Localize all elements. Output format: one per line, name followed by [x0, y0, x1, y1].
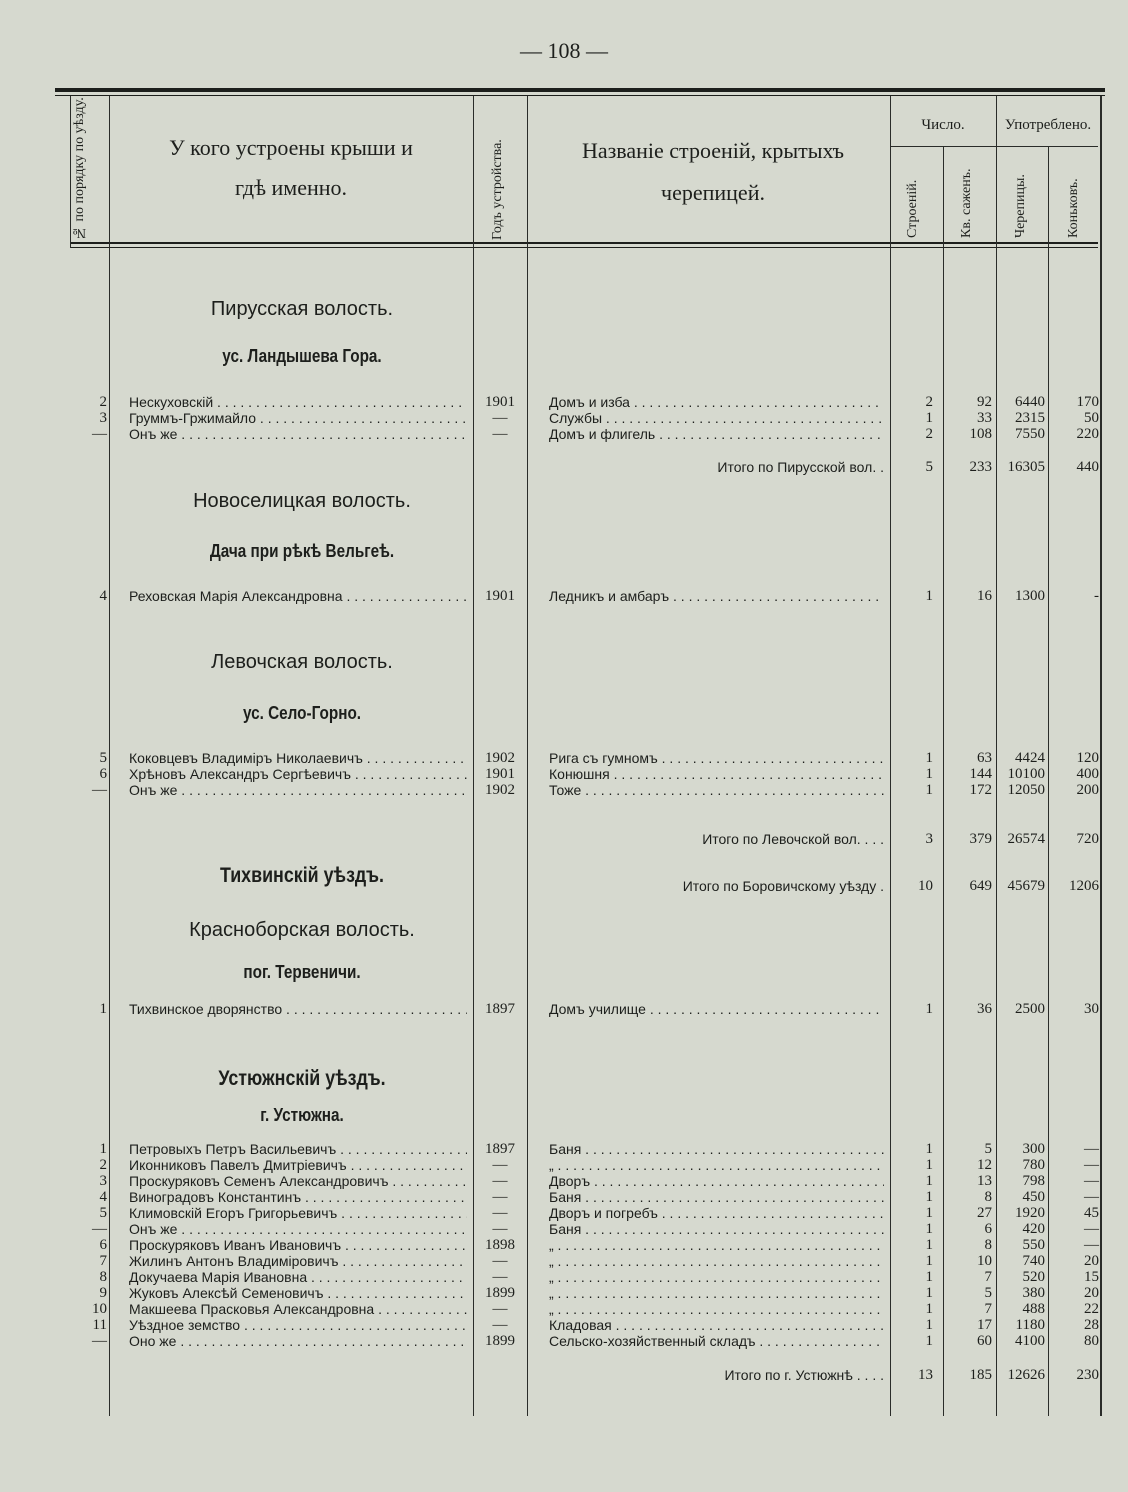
row-year: 1899 — [485, 1333, 515, 1349]
row-owner: Хрѣновъ Александръ Сергѣевичъ . . . — [129, 766, 467, 783]
row-year: 1899 — [485, 1285, 515, 1301]
row-tiles: 380 — [1022, 1285, 1045, 1301]
row-buildings: 1 — [925, 782, 933, 798]
row-number: 2 — [99, 1157, 107, 1173]
row-buildings: 1 — [925, 1237, 933, 1253]
row-owner: Проскуряковъ Иванъ Ивановичъ . . . — [129, 1237, 467, 1254]
row-owner: Коковцевъ Владиміръ Николаевичъ . . . — [129, 750, 467, 767]
row-sq-sazhen: 108 — [969, 426, 992, 442]
row-number: 6 — [99, 1237, 107, 1253]
row-ridges: — — [1084, 1141, 1099, 1157]
row-tiles: 2500 — [1015, 1001, 1045, 1017]
row-owner: Макшеева Прасковья Александровна . . . — [129, 1301, 467, 1318]
total-ridges: 230 — [1076, 1367, 1099, 1383]
total-buildings: 3 — [925, 831, 933, 847]
row-buildings: 1 — [925, 1301, 933, 1317]
row-owner: Проскуряковъ Семенъ Александровичъ . . . — [129, 1173, 467, 1190]
total-sq-sazhen: 185 — [969, 1367, 992, 1383]
row-year: 1902 — [485, 782, 515, 798]
row-tiles: 550 — [1022, 1237, 1045, 1253]
row-number: 11 — [92, 1317, 107, 1333]
row-ridges: 120 — [1076, 750, 1099, 766]
header-col-no: № по порядку по уѣзду. — [72, 97, 87, 240]
row-year: 1898 — [485, 1237, 515, 1253]
row-ridges: — — [1084, 1221, 1099, 1237]
section-heading: Новоселицкая волость. — [193, 490, 411, 512]
row-buildings: 2 — [925, 394, 933, 410]
row-year: — — [492, 410, 508, 426]
row-building-name: Ледникъ и амбаръ . . . — [549, 588, 884, 605]
row-ridges: 45 — [1084, 1205, 1099, 1221]
header-col-tiles: Черепицы. — [1013, 174, 1028, 238]
row-sq-sazhen: 92 — [977, 394, 992, 410]
row-owner: Онъ же . . . — [129, 1221, 467, 1238]
row-year: — — [492, 1189, 508, 1205]
total-label: Итого по Левочской вол. . . . — [702, 831, 884, 847]
row-sq-sazhen: 17 — [977, 1317, 992, 1333]
row-tiles: 4100 — [1015, 1333, 1045, 1349]
header-col-year: Годъ устройства. — [490, 139, 505, 240]
row-ridges: 15 — [1084, 1269, 1099, 1285]
row-year: — — [492, 1317, 508, 1333]
row-owner: Жилинъ Антонъ Владиміровичъ . . . — [129, 1253, 467, 1270]
total-sq-sazhen: 379 — [969, 831, 992, 847]
row-buildings: 1 — [925, 1173, 933, 1189]
row-building-name: „ . . . — [549, 1301, 884, 1318]
row-sq-sazhen: 13 — [977, 1173, 992, 1189]
row-year: — — [492, 1205, 508, 1221]
row-buildings: 1 — [925, 1221, 933, 1237]
total-ridges: 720 — [1076, 831, 1099, 847]
row-owner: Онъ же . . . — [129, 426, 467, 443]
row-number: — — [92, 1333, 107, 1349]
row-number: 3 — [99, 410, 107, 426]
total-tiles: 12626 — [1007, 1367, 1045, 1383]
row-tiles: 1920 — [1015, 1205, 1045, 1221]
row-ridges: 20 — [1084, 1285, 1099, 1301]
row-number: — — [92, 782, 107, 798]
top-rule — [55, 88, 1105, 92]
row-owner: Нескуховскій . . . — [129, 394, 467, 411]
row-year: — — [492, 1253, 508, 1269]
row-tiles: 450 — [1022, 1189, 1045, 1205]
row-ridges: 50 — [1084, 410, 1099, 426]
row-building-name: „ . . . — [549, 1269, 884, 1286]
row-buildings: 1 — [925, 1001, 933, 1017]
row-owner: Петровыхъ Петръ Васильевичъ . . . — [129, 1141, 467, 1158]
row-sq-sazhen: 8 — [984, 1237, 992, 1253]
row-building-name: Баня . . . — [549, 1189, 884, 1206]
header-col-name-1: Названіе строеній, крытыхъ — [581, 138, 845, 163]
row-buildings: 1 — [925, 1141, 933, 1157]
row-tiles: 10100 — [1007, 766, 1045, 782]
row-sq-sazhen: 7 — [984, 1301, 992, 1317]
row-building-name: Конюшня . . . — [549, 766, 884, 783]
row-owner: Климовскій Егоръ Григорьевичъ . . . — [129, 1205, 467, 1222]
row-tiles: 1180 — [1015, 1317, 1045, 1333]
row-ridges: - — [1094, 588, 1099, 604]
row-building-name: „ . . . — [549, 1237, 884, 1254]
row-owner: Реховская Марія Александровна . . . — [129, 588, 467, 605]
row-building-name: Домъ училище . . . — [549, 1001, 884, 1018]
row-year: 1897 — [485, 1001, 515, 1017]
header-col-ridges: Коньковъ. — [1066, 178, 1081, 238]
total-label: Итого по Пирусской вол. . — [717, 459, 884, 475]
row-building-name: Тоже . . . — [549, 782, 884, 799]
row-year: — — [492, 1173, 508, 1189]
row-sq-sazhen: 16 — [977, 588, 992, 604]
row-building-name: Сельско-хозяйственный складъ . . . — [549, 1333, 884, 1350]
section-heading: Тихвинскій уѣздъ. — [219, 864, 385, 887]
row-owner: Онъ же . . . — [129, 782, 467, 799]
row-owner: Жуковъ Алексѣй Семеновичъ . . . — [129, 1285, 467, 1302]
row-tiles: 488 — [1022, 1301, 1045, 1317]
total-tiles: 45679 — [1007, 878, 1045, 894]
row-buildings: 1 — [925, 1157, 933, 1173]
row-sq-sazhen: 144 — [969, 766, 992, 782]
row-ridges: — — [1084, 1189, 1099, 1205]
row-year: 1901 — [485, 394, 515, 410]
row-building-name: Домъ и изба . . . — [549, 394, 884, 411]
row-tiles: 780 — [1022, 1157, 1045, 1173]
row-number: 1 — [99, 1141, 107, 1157]
header-group-count: Число. — [921, 117, 965, 133]
row-number: 9 — [99, 1285, 107, 1301]
total-tiles: 16305 — [1007, 459, 1045, 475]
row-number: — — [92, 1221, 107, 1237]
total-label: Итого по г. Устюжнѣ . . . . — [724, 1367, 884, 1383]
total-ridges: 440 — [1076, 459, 1099, 475]
row-sq-sazhen: 8 — [984, 1189, 992, 1205]
row-year: — — [492, 1269, 508, 1285]
row-buildings: 1 — [925, 588, 933, 604]
total-sq-sazhen: 233 — [969, 459, 992, 475]
row-sq-sazhen: 36 — [977, 1001, 992, 1017]
total-label: Итого по Боровичскому уѣзду . — [682, 878, 884, 894]
col-line-3 — [527, 96, 528, 1416]
row-building-name: „ . . . — [549, 1157, 884, 1174]
total-sq-sazhen: 649 — [969, 878, 992, 894]
row-sq-sazhen: 172 — [969, 782, 992, 798]
row-number: 1 — [99, 1001, 107, 1017]
section-heading: Дача при рѣкѣ Вельгеѣ. — [209, 541, 395, 561]
row-number: 4 — [99, 1189, 107, 1205]
row-tiles: 4424 — [1015, 750, 1045, 766]
col-line-1 — [109, 96, 110, 1416]
row-owner: Груммъ-Гржимайло . . . — [129, 410, 467, 427]
row-sq-sazhen: 5 — [984, 1285, 992, 1301]
row-number: 8 — [99, 1269, 107, 1285]
row-year: 1902 — [485, 750, 515, 766]
total-tiles: 26574 — [1007, 831, 1045, 847]
row-number: 5 — [99, 750, 107, 766]
row-buildings: 1 — [925, 750, 933, 766]
total-buildings: 5 — [925, 459, 933, 475]
row-tiles: 2315 — [1015, 410, 1045, 426]
row-ridges: 80 — [1084, 1333, 1099, 1349]
row-sq-sazhen: 33 — [977, 410, 992, 426]
row-owner: Тихвинское дворянство . . . — [129, 1001, 467, 1018]
row-buildings: 1 — [925, 1317, 933, 1333]
row-tiles: 12050 — [1007, 782, 1045, 798]
row-year: 1901 — [485, 588, 515, 604]
row-sq-sazhen: 12 — [977, 1157, 992, 1173]
row-owner: Виноградовъ Константинъ . . . — [129, 1189, 467, 1206]
row-number: 6 — [99, 766, 107, 782]
section-heading: г. Устюжна. — [260, 1105, 344, 1125]
row-building-name: Кладовая . . . — [549, 1317, 884, 1334]
row-buildings: 1 — [925, 1189, 933, 1205]
row-buildings: 2 — [925, 426, 933, 442]
header-col-owner-1: У кого устроены крыши и — [169, 135, 413, 160]
row-year: 1901 — [485, 766, 515, 782]
header-group-used: Употреблено. — [1004, 117, 1092, 133]
row-ridges: — — [1084, 1157, 1099, 1173]
row-number: — — [92, 426, 107, 442]
row-number: 10 — [92, 1301, 107, 1317]
section-heading: Пирусская волость. — [210, 298, 394, 320]
row-ridges: 200 — [1076, 782, 1099, 798]
row-owner: Уѣздное земство . . . — [129, 1317, 467, 1334]
row-owner: Докучаева Марія Ивановна . . . — [129, 1269, 467, 1286]
row-number: 3 — [99, 1173, 107, 1189]
total-buildings: 13 — [918, 1367, 933, 1383]
page-number: — 108 — — [520, 38, 608, 63]
section-heading: Красноборская волость. — [189, 919, 415, 941]
row-buildings: 1 — [925, 1253, 933, 1269]
row-sq-sazhen: 63 — [977, 750, 992, 766]
row-building-name: Дворъ . . . — [549, 1173, 884, 1190]
row-buildings: 1 — [925, 1205, 933, 1221]
section-heading: Устюжнскій уѣздъ. — [218, 1067, 386, 1090]
col-line-right — [1100, 96, 1102, 1416]
row-ridges: 400 — [1076, 766, 1099, 782]
row-sq-sazhen: 6 — [984, 1221, 992, 1237]
row-building-name: Баня . . . — [549, 1141, 884, 1158]
header-col-name-2: черепицей. — [661, 180, 765, 205]
header-col-sq: Кв. саженъ. — [959, 168, 974, 238]
row-number: 2 — [99, 394, 107, 410]
row-buildings: 1 — [925, 410, 933, 426]
header-col-buildings: Строеній. — [905, 179, 920, 238]
row-tiles: 420 — [1022, 1221, 1045, 1237]
row-year: — — [492, 1157, 508, 1173]
row-buildings: 1 — [925, 1333, 933, 1349]
row-ridges: 28 — [1084, 1317, 1099, 1333]
row-sq-sazhen: 27 — [977, 1205, 992, 1221]
row-sq-sazhen: 60 — [977, 1333, 992, 1349]
row-building-name: Рига съ гумномъ . . . — [549, 750, 884, 767]
row-building-name: Службы . . . — [549, 410, 884, 427]
total-ridges: 1206 — [1069, 878, 1099, 894]
row-tiles: 520 — [1022, 1269, 1045, 1285]
row-building-name: „ . . . — [549, 1253, 884, 1270]
section-heading: ус. Ландышева Гора. — [222, 346, 382, 366]
row-sq-sazhen: 10 — [977, 1253, 992, 1269]
row-ridges: 220 — [1076, 426, 1099, 442]
row-buildings: 1 — [925, 1269, 933, 1285]
row-tiles: 798 — [1022, 1173, 1045, 1189]
section-heading: Левочская волость. — [211, 651, 393, 673]
row-tiles: 1300 — [1015, 588, 1045, 604]
row-sq-sazhen: 5 — [984, 1141, 992, 1157]
row-number: 4 — [99, 588, 107, 604]
row-building-name: Домъ и флигель . . . — [549, 426, 884, 443]
total-buildings: 10 — [918, 878, 933, 894]
row-number: 7 — [99, 1253, 107, 1269]
row-tiles: 7550 — [1015, 426, 1045, 442]
section-heading: пог. Тервеничи. — [243, 962, 361, 982]
top-rule-thin — [55, 95, 1105, 96]
row-year: 1897 — [485, 1141, 515, 1157]
row-year: — — [492, 426, 508, 442]
row-building-name: Баня . . . — [549, 1221, 884, 1238]
row-building-name: Дворъ и погребъ . . . — [549, 1205, 884, 1222]
col-line-left — [70, 96, 71, 248]
row-ridges: 22 — [1084, 1301, 1099, 1317]
section-heading: ус. Село-Горно. — [242, 703, 362, 723]
row-year: — — [492, 1221, 508, 1237]
row-buildings: 1 — [925, 766, 933, 782]
row-owner: Иконниковъ Павелъ Дмитріевичъ . . . — [129, 1157, 467, 1174]
row-tiles: 6440 — [1015, 394, 1045, 410]
row-ridges: — — [1084, 1173, 1099, 1189]
row-year: — — [492, 1301, 508, 1317]
row-ridges: 20 — [1084, 1253, 1099, 1269]
header-col-owner-2: гдѣ именно. — [234, 175, 348, 200]
header-sub-rule — [890, 146, 1098, 147]
row-ridges: 170 — [1076, 394, 1099, 410]
row-owner: Оно же . . . — [129, 1333, 467, 1350]
row-building-name: „ . . . — [549, 1285, 884, 1302]
row-ridges: 30 — [1084, 1001, 1099, 1017]
row-tiles: 740 — [1022, 1253, 1045, 1269]
row-sq-sazhen: 7 — [984, 1269, 992, 1285]
row-number: 5 — [99, 1205, 107, 1221]
row-ridges: — — [1084, 1237, 1099, 1253]
row-buildings: 1 — [925, 1285, 933, 1301]
row-tiles: 300 — [1022, 1141, 1045, 1157]
